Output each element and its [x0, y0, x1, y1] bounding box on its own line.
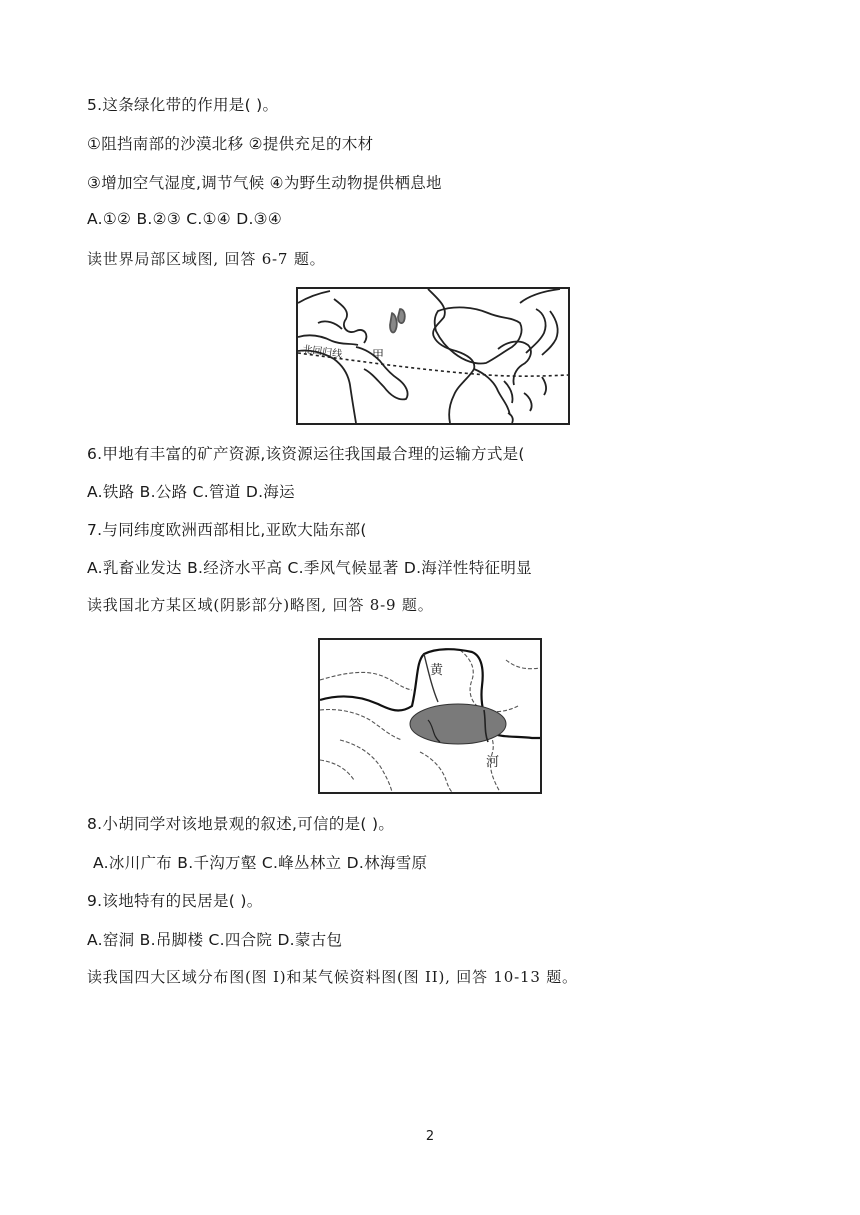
intro-6-7: 读世界局部区域图, 回答 6-7 题。 [87, 250, 326, 268]
q9-options: A.窑洞 B.吊脚楼 C.四合院 D.蒙古包 [87, 931, 343, 949]
q6-stem: 6.甲地有丰富的矿产资源,该资源运往我国最合理的运输方式是( [87, 445, 525, 463]
world-region-map [296, 287, 570, 425]
q5-statements-2: ③增加空气湿度,调节气候 ④为野生动物提供栖息地 [87, 174, 442, 192]
q7-options: A.乳畜业发达 B.经济水平高 C.季风气候显著 D.海洋性特征明显 [87, 559, 532, 577]
north-china-region-map [318, 638, 542, 794]
q9-stem: 9.该地特有的民居是( )。 [87, 892, 263, 910]
q6-options: A.铁路 B.公路 C.管道 D.海运 [87, 483, 295, 501]
q5-stem: 5.这条绿化带的作用是( )。 [87, 96, 279, 114]
place-jia-label: 甲 [372, 348, 385, 362]
page-number: 2 [425, 1129, 435, 1144]
q5-options: A.①② B.②③ C.①④ D.③④ [87, 210, 283, 228]
q5-statements-1: ①阻挡南部的沙漠北移 ②提供充足的木材 [87, 135, 374, 153]
q8-stem: 8.小胡同学对该地景观的叙述,可信的是( )。 [87, 815, 395, 833]
river-label-huang: 黄 [430, 663, 444, 678]
q8-options: A.冰川广布 B.千沟万壑 C.峰丛林立 D.林海雪原 [93, 854, 428, 872]
tropic-of-cancer-label: 北回归线 [301, 344, 343, 361]
river-label-he: 河 [486, 755, 500, 770]
q7-stem: 7.与同纬度欧洲西部相比,亚欧大陆东部( [87, 521, 367, 539]
intro-10-13: 读我国四大区域分布图(图 I)和某气候资料图(图 II), 回答 10-13 题。 [87, 968, 578, 986]
intro-8-9: 读我国北方某区域(阴影部分)略图, 回答 8-9 题。 [87, 596, 434, 614]
